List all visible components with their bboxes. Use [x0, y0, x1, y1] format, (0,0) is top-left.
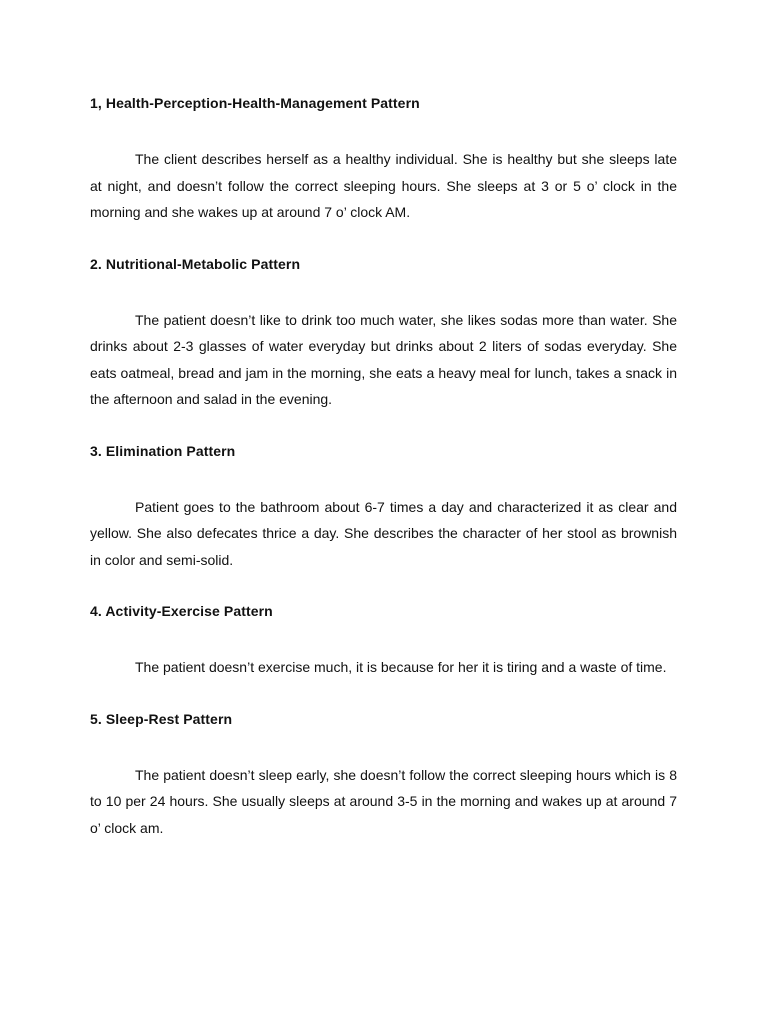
- section-heading: 2. Nutritional-Metabolic Pattern: [90, 255, 301, 272]
- section-paragraph: The patient doesn’t sleep early, she doesn’t follow the correct sleeping hours which is 8 to 10 per 24 hours. She usually sleeps at around 3-5 in the morning and wakes up at around 7 o’ clock am.: [90, 766, 677, 836]
- section-health-perception: [90, 93, 677, 226]
- section-sleep-rest: [90, 709, 677, 842]
- section-heading: 4. Activity-Exercise Pattern: [90, 603, 273, 619]
- section-heading: 3. Elimination Pattern: [90, 442, 236, 459]
- section-paragraph: Patient goes to the bathroom about 6-7 times a day and characterized it as clear and yellow. She also defecates thrice a day. She describes the character of her stool as brownish in color and semi-solid.: [90, 498, 677, 568]
- section-elimination: [90, 441, 677, 574]
- section-paragraph: The client describes herself as a healthy individual. She is healthy but she sleeps late at night, and doesn’t follow the correct sleeping hours. She sleeps at 3 or 5 o’ clock in the morning and she wakes up at around 7 o’ clock AM.: [90, 151, 677, 220]
- section-activity-exercise: [90, 601, 677, 681]
- section-nutritional-metabolic: [90, 254, 677, 413]
- section-heading: 5. Sleep-Rest Pattern: [90, 710, 233, 727]
- section-paragraph: The patient doesn’t like to drink too much water, she likes sodas more than water. She drinks about 2-3 glasses of water everyday but drinks about 2 liters of sodas everyday. She eats oatmeal, bread and jam in the morning, she eats a heavy meal for lunch, takes a snack in the afternoon and salad in the evening.: [90, 311, 677, 407]
- document-page: [90, 93, 677, 869]
- section-paragraph: The patient doesn’t exercise much, it is because for her it is tiring and a waste of time.: [135, 659, 667, 675]
- section-heading: 1, Health-Perception-Health-Management Pattern: [90, 95, 420, 111]
